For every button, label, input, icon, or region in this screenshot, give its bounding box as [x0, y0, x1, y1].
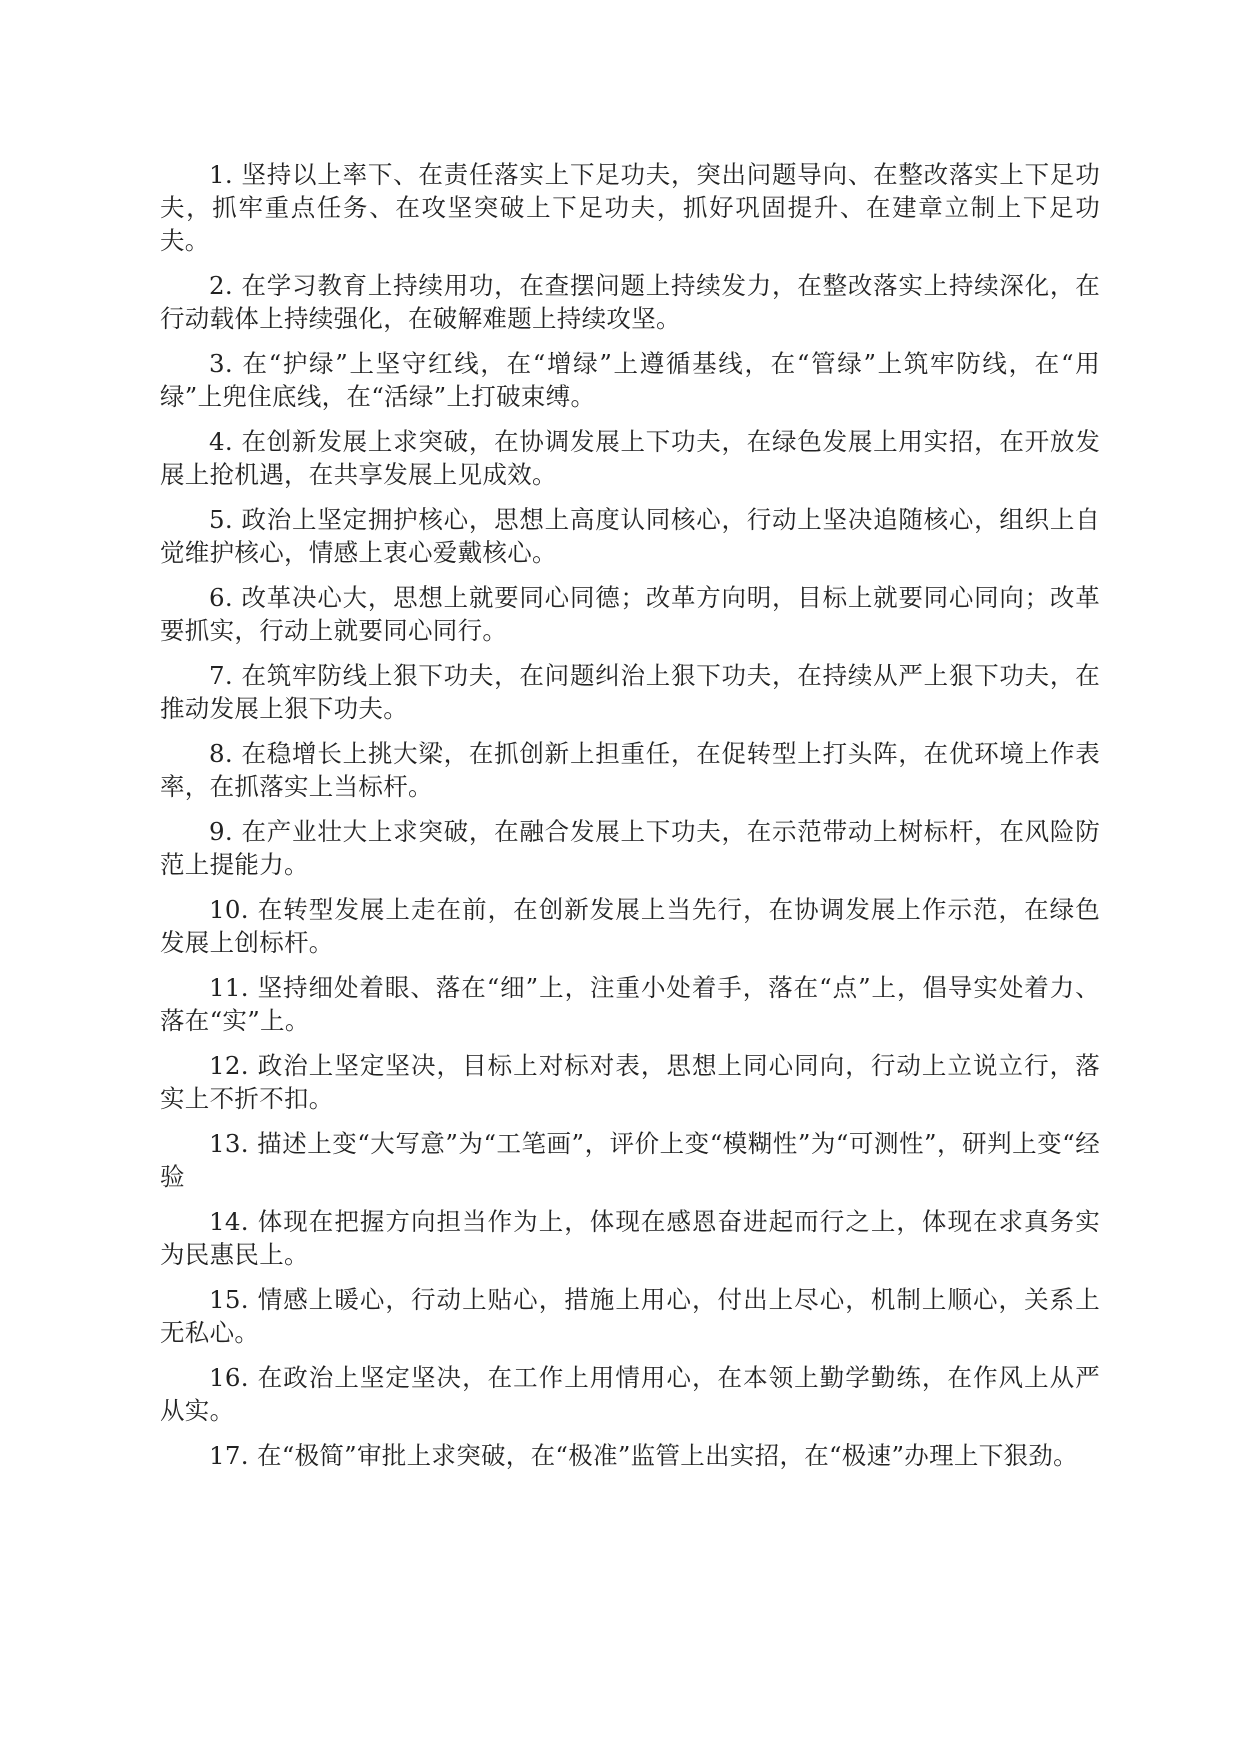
paragraph-13: 13. 描述上变“大写意”为“工笔画”，评价上变“模糊性”为“可测性”，研判上变“经验: [160, 1129, 1100, 1191]
paragraph-7: 7. 在筑牢防线上狠下功夫，在问题纠治上狠下功夫，在持续从严上狠下功夫，在推动发展上狠下功夫。: [160, 661, 1100, 723]
paragraph-9: 9. 在产业壮大上求突破，在融合发展上下功夫，在示范带动上树标杆，在风险防范上提能力。: [160, 817, 1100, 879]
paragraph-1: 1. 坚持以上率下、在责任落实上下足功夫，突出问题导向、在整改落实上下足功夫，抓牢重点任务、在攻坚突破上下足功夫，抓好巩固提升、在建章立制上下足功夫。: [160, 160, 1100, 255]
paragraph-8: 8. 在稳增长上挑大梁，在抓创新上担重任，在促转型上打头阵，在优环境上作表率，在抓落实上当标杆。: [160, 739, 1100, 801]
paragraph-16: 16. 在政治上坚定坚决，在工作上用情用心，在本领上勤学勤练，在作风上从严从实。: [160, 1363, 1100, 1425]
paragraph-17: 17. 在“极简”审批上求突破，在“极准”监管上出实招，在“极速”办理上下狠劲。: [209, 1441, 1078, 1470]
paragraph-10: 10. 在转型发展上走在前，在创新发展上当先行，在协调发展上作示范，在绿色发展上创标杆。: [160, 895, 1100, 957]
paragraph-11: 11. 坚持细处着眼、落在“细”上，注重小处着手，落在“点”上，倡导实处着力、落在“实”上。: [160, 973, 1100, 1035]
paragraph-15: 15. 情感上暖心，行动上贴心，措施上用心，付出上尽心，机制上顺心，关系上无私心。: [160, 1285, 1100, 1347]
document-page: [160, 158, 1100, 1484]
paragraph-4: 4. 在创新发展上求突破，在协调发展上下功夫，在绿色发展上用实招，在开放发展上抢机遇，在共享发展上见成效。: [160, 427, 1100, 489]
paragraph-14: 14. 体现在把握方向担当作为上，体现在感恩奋进起而行之上，体现在求真务实为民惠民上。: [160, 1207, 1100, 1269]
paragraph-6: 6. 改革决心大，思想上就要同心同德；改革方向明，目标上就要同心同向；改革要抓实，行动上就要同心同行。: [160, 583, 1100, 645]
paragraph-5: 5. 政治上坚定拥护核心，思想上高度认同核心，行动上坚决追随核心，组织上自觉维护核心，情感上衷心爱戴核心。: [160, 505, 1100, 567]
paragraph-12: 12. 政治上坚定坚决，目标上对标对表，思想上同心同向，行动上立说立行，落实上不折不扣。: [160, 1051, 1100, 1113]
paragraph-3: 3. 在“护绿”上坚守红线，在“增绿”上遵循基线，在“管绿”上筑牢防线，在“用绿”上兜住底线，在“活绿”上打破束缚。: [160, 349, 1100, 411]
paragraph-2: 2. 在学习教育上持续用功，在查摆问题上持续发力，在整改落实上持续深化，在行动载体上持续强化，在破解难题上持续攻坚。: [160, 271, 1100, 333]
